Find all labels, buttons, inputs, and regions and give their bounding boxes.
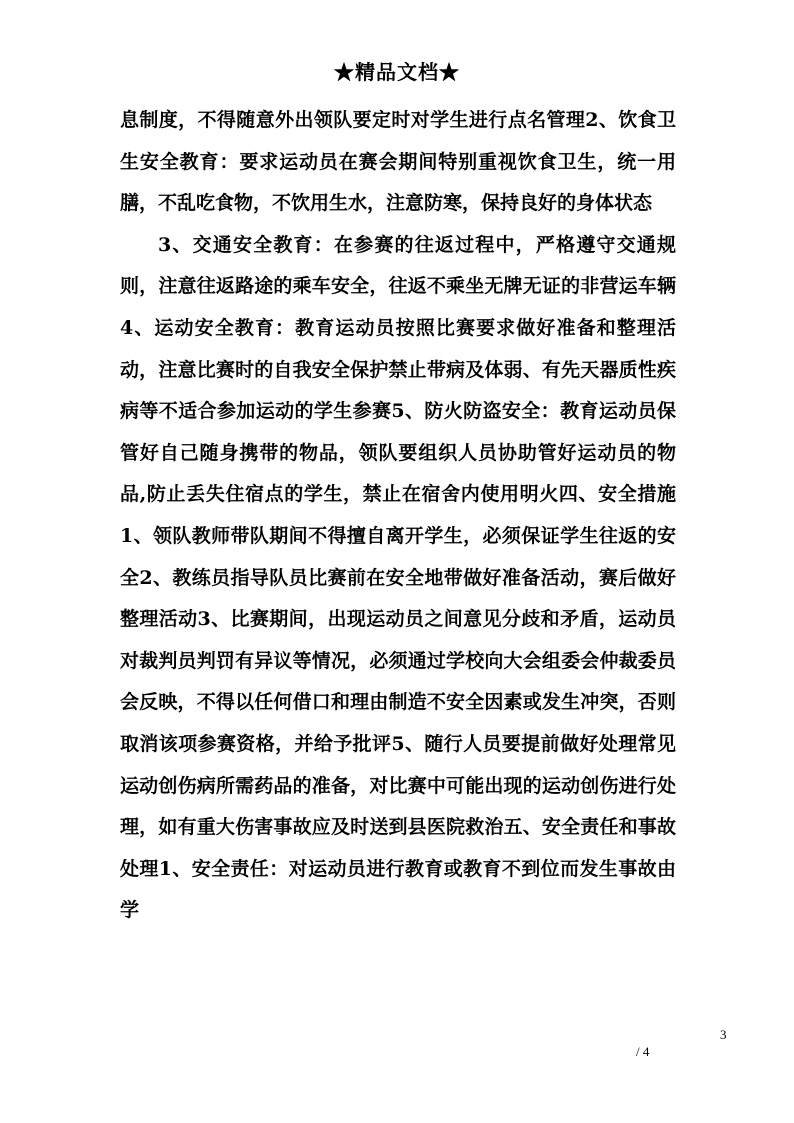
document-body xyxy=(120,100,676,932)
paragraph-2: 3、交通安全教育：在参赛的往返过程中，严格遵守交通规则，注意往返路途的乘车安全，往返不乘坐无牌无证的非营运车辆4、运动安全教育：教育运动员按照比赛要求做好准备和整理活动，注意比赛时的自我安全保护禁止带病及体弱、有先天器质性疾病等不适合参加运动的学生参赛5、防火防盗安全：教育运动员保管好自己随身携带的物品，领队要组织人员协助管好运动员的物品,防止丢失住宿点的学生，禁止在宿舍内使用明火四、安全措施1、领队教师带队期间不得擅自离开学生，必须保证学生往返的安全2、教练员指导队员比赛前在安全地带做好准备活动，赛后做好整理活动3、比赛期间，出现运动员之间意见分歧和矛盾，运动员对裁判员判罚有异议等情况，必须通过学校向大会组委会仲裁委员会反映，不得以任何借口和理由制造不安全因素或发生冲突，否则取消该项参赛资格，并给予批评5、随行人员要提前做好处理常见运动创伤病所需药品的准备，对比赛中可能出现的运动创伤进行处理，如有重大伤害事故应及时送到县医院救治五、安全责任和事故处理1、安全责任：对运动员进行教育或教育不到位而发生事故由学 xyxy=(120,233,676,922)
page-total: / 4 xyxy=(636,1044,650,1059)
page-number: 3 xyxy=(720,1027,727,1042)
document-header-title: ★精品文档★ xyxy=(334,60,460,84)
paragraph-1: 息制度，不得随意外出领队要定时对学生进行点名管理2、饮食卫生安全教育：要求运动员在赛会期间特别重视饮食卫生，统一用膳，不乱吃食物，不饮用生水，注意防寒，保持良好的身体状态 xyxy=(120,109,676,215)
